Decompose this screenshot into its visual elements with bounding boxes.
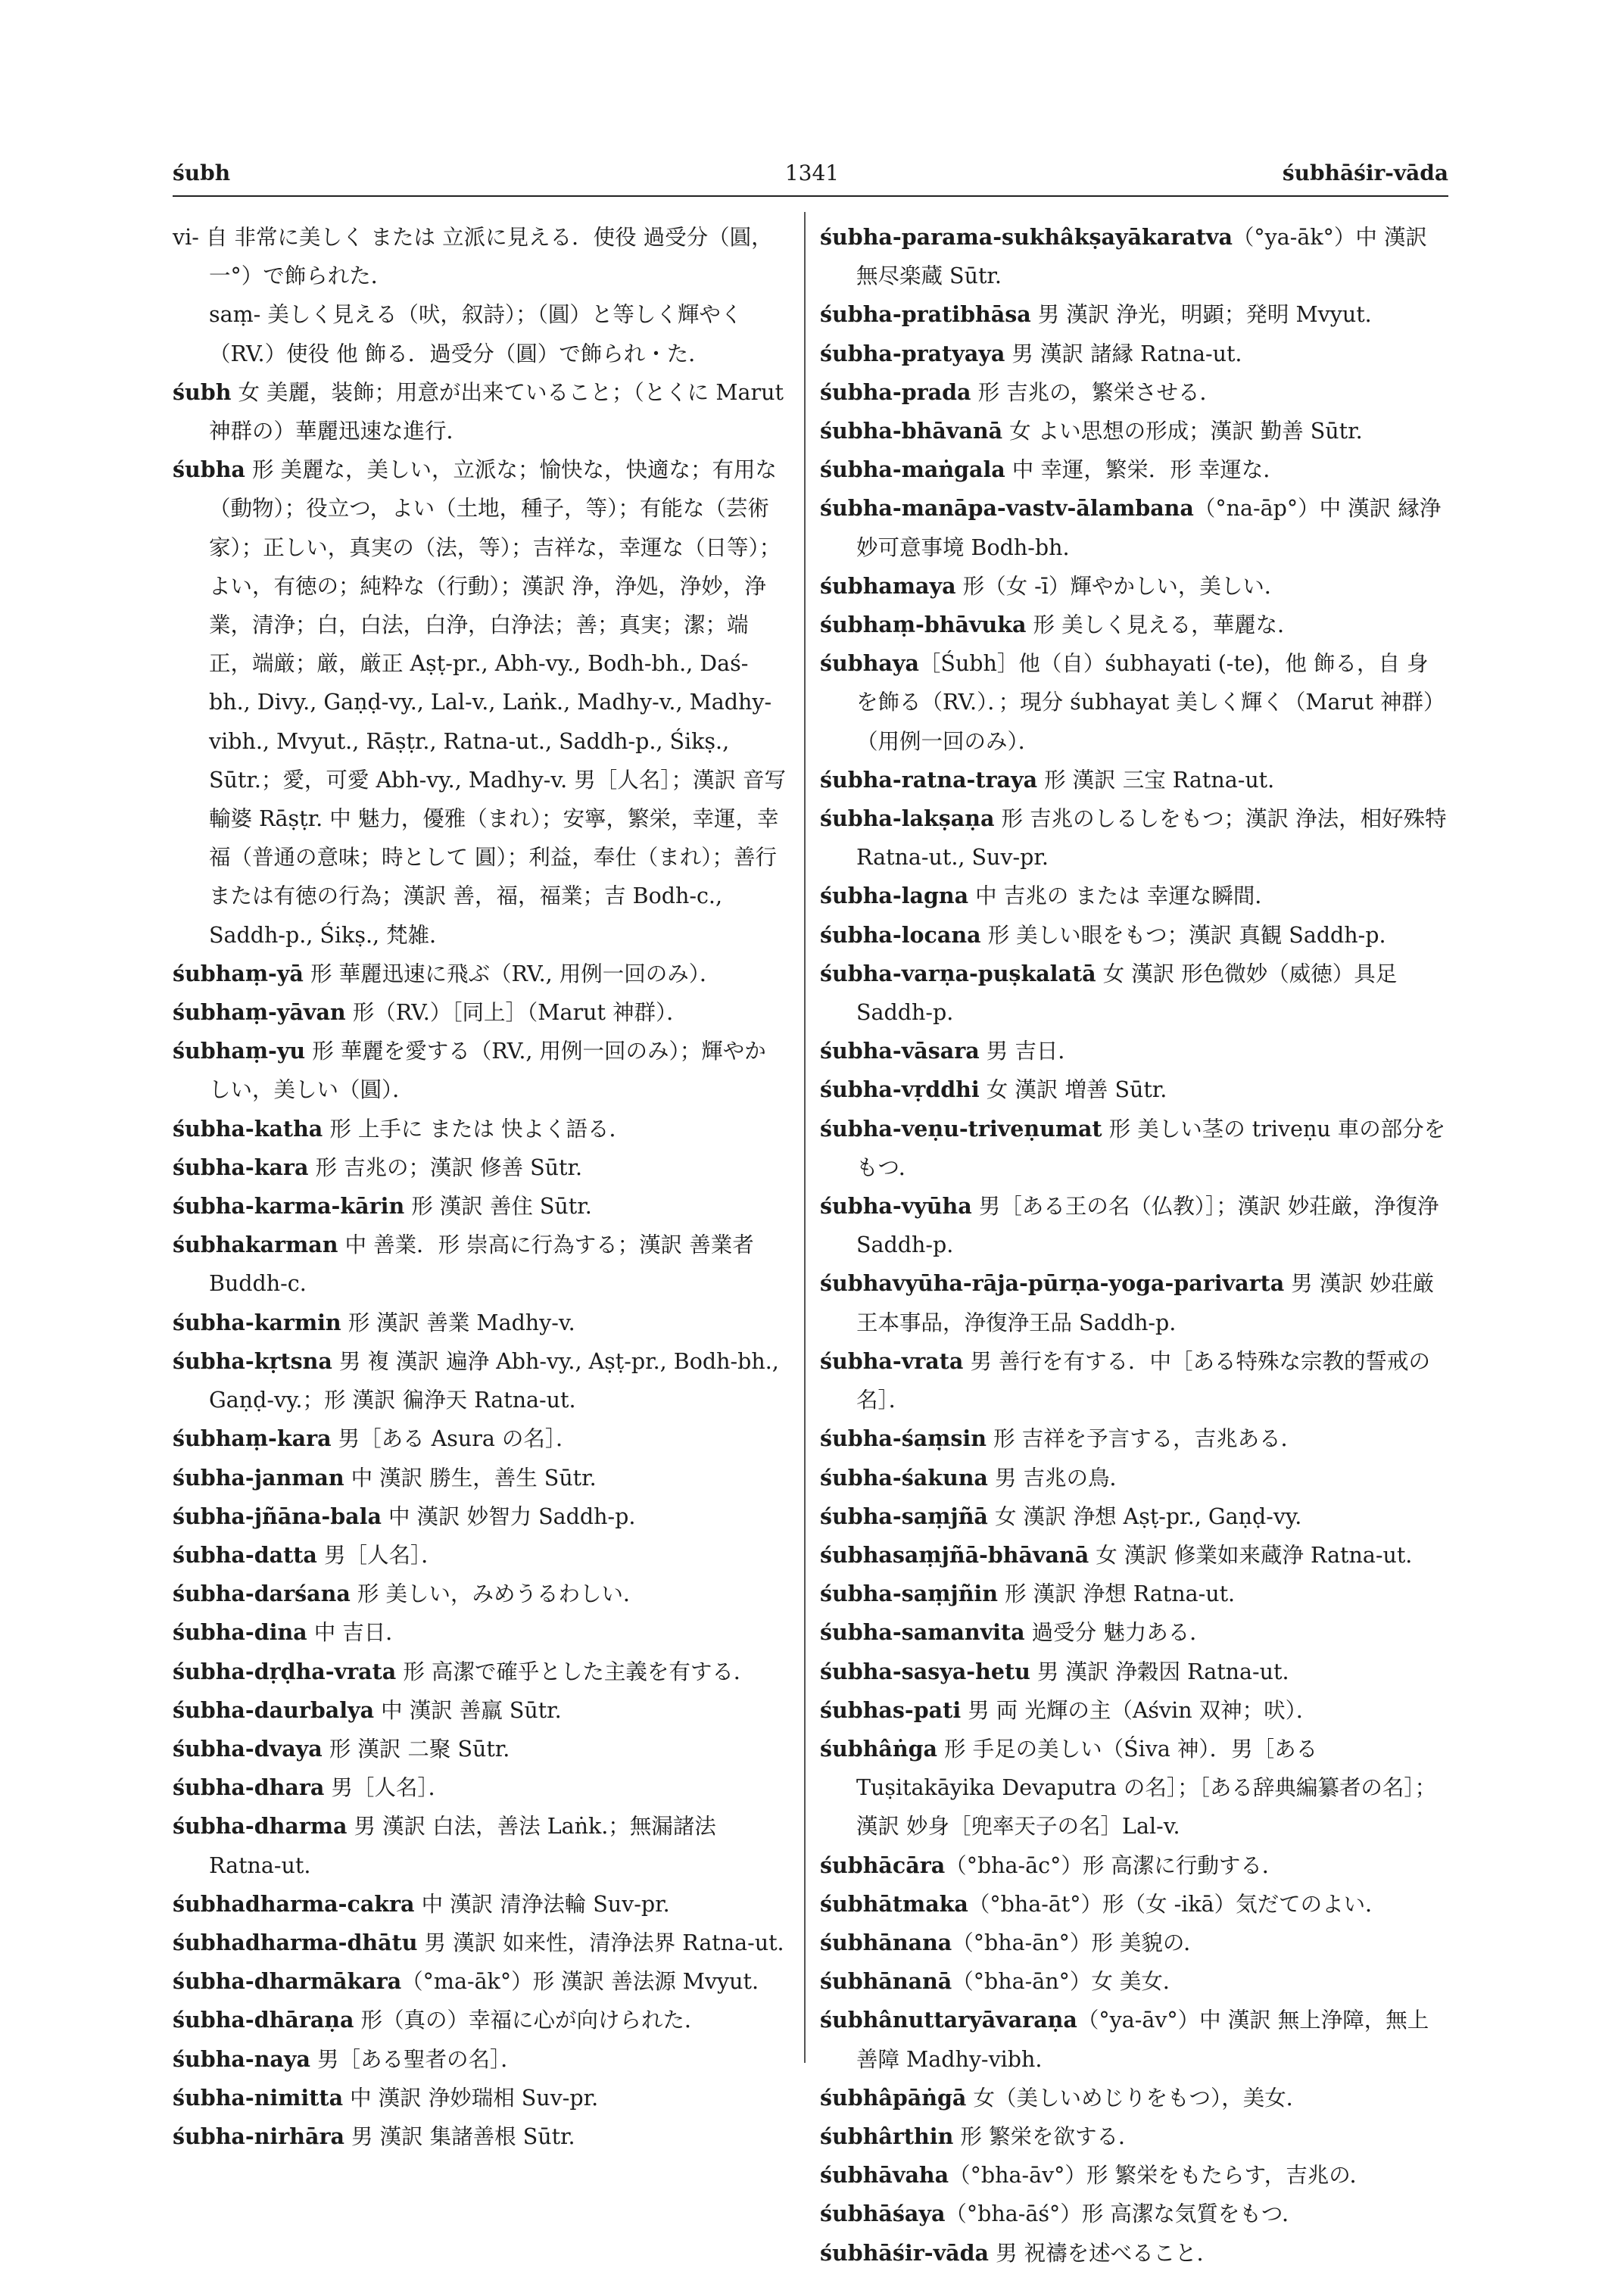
dictionary-entry (173, 2117, 786, 2156)
headword: śubhânuttaryāvaraṇa (820, 2007, 1077, 2033)
dictionary-entry (820, 1497, 1448, 1536)
headword: śubha-dhara (173, 1774, 325, 1801)
headword: śubhas-pati (820, 1696, 962, 1723)
headword: śubha-dvaya (173, 1735, 323, 1762)
headword: śubha-vāsara (820, 1038, 980, 1064)
dictionary-entry (820, 2117, 1448, 2156)
headword: śubhāvaha (820, 2162, 949, 2189)
headword: śubha-manāpa-vastv-ālambana (820, 495, 1194, 522)
dictionary-entry (173, 373, 786, 450)
dictionary-entry (173, 1653, 786, 1691)
dictionary-entry (820, 799, 1448, 877)
dictionary-entry (820, 916, 1448, 955)
dictionary-entry (173, 1304, 786, 1342)
entry-definition: 男［ある聖者の名］． (310, 2046, 522, 2072)
headword: śubhasaṃjñā-bhāvanā (820, 1541, 1089, 1568)
headword: śubha-lagna (820, 883, 969, 909)
dictionary-entry (820, 1032, 1448, 1070)
entry-definition: 中 善業．形 崇高に行為する；漢訳 善業者 Buddh-c. (209, 1232, 754, 1297)
headword: śubh (173, 379, 232, 405)
dictionary-entry (173, 1110, 786, 1148)
headword: śubha-bhāvanā (820, 418, 1003, 444)
headword: śubha-vṛddhi (820, 1076, 980, 1103)
entry-definition: （°na-āp°）中 漢訳 縁浄妙可意事境 Bodh-bh. (856, 496, 1442, 560)
headword: śubha-śaṃsin (820, 1425, 987, 1452)
headword: śubhānanā (820, 1968, 952, 1995)
entry-definition: 男 漢訳 浄穀因 Ratna-ut. (1030, 1659, 1289, 1684)
headword: śubha-nimitta (173, 2084, 344, 2111)
entry-definition: 男 吉兆の鳥． (987, 1465, 1132, 1491)
dictionary-entry (820, 1613, 1448, 1652)
entry-definition: （°bha-āś°）形 高潔な気質をもつ． (945, 2201, 1304, 2227)
headword: śubhātmaka (820, 1890, 968, 1917)
headword: śubhadharma-cakra (173, 1890, 415, 1917)
dictionary-entry (820, 373, 1448, 412)
dictionary-entry (820, 955, 1448, 1032)
entry-definition: vi- 自 非常に美しく または 立派に見える．使役 過受分（圓，一°）で飾られた． (173, 225, 773, 289)
entry-definition: 男 善行を有する．中［ある特殊な宗教的誓戒の名］． (856, 1348, 1431, 1413)
entry-definition: 中 漢訳 清浄法輪 Suv-pr. (414, 1891, 670, 1917)
entry-definition: 男 漢訳 如来性，清浄法界 Ratna-ut. (417, 1930, 784, 1955)
dictionary-entry (820, 1846, 1448, 1885)
entry-definition: （°ya-āv°）中 漢訳 無上浄障，無上善障 Madhy-vibh. (856, 2008, 1429, 2072)
dictionary-entry (820, 2234, 1448, 2273)
dictionary-entry (173, 1885, 786, 1924)
dictionary-entry (173, 2079, 786, 2117)
entry-definition: 形 吉兆の，繁栄させる． (971, 379, 1221, 405)
headword: śubha-dṛḍha-vrata (173, 1658, 397, 1684)
headword: śubha-nirhāra (173, 2123, 344, 2149)
dictionary-entry (173, 1459, 786, 1497)
headword: śubhakarman (173, 1232, 338, 1258)
headword: śubha-ratna-traya (820, 766, 1038, 793)
headword: śubha-saṃjñā (820, 1503, 988, 1529)
entry-definition: 形 美しく見える，華麗な． (1026, 612, 1299, 638)
dictionary-entry (173, 1536, 786, 1575)
dictionary-entry (820, 1187, 1448, 1264)
headword: śubha-karma-kārin (173, 1193, 405, 1220)
dictionary-entry (173, 1768, 786, 1807)
headword: śubha-dina (173, 1619, 307, 1646)
headword: śubhaṃ-yāvan (173, 999, 346, 1026)
headword: śubhamaya (820, 572, 956, 599)
entry-definition: 男 漢訳 白法，善法 Laṅk.；無漏諸法 Ratna-ut. (209, 1814, 716, 1878)
headword: śubhâpāṅgā (820, 2084, 967, 2111)
headword: śubha-vyūha (820, 1193, 972, 1220)
entry-definition: 男 祝禱を述べること． (989, 2240, 1219, 2266)
dictionary-entry (173, 1691, 786, 1730)
entry-definition: 中 漢訳 勝生，善生 Sūtr. (344, 1465, 597, 1491)
dictionary-entry (173, 993, 786, 1032)
dictionary-entry (820, 1691, 1448, 1730)
headword: śubha (173, 456, 245, 483)
entry-definition: 形（RV.）［同上］（Marut 神群）． (345, 1000, 688, 1026)
entry-definition: 女 漢訳 形色微妙（威徳）具足 Saddh-p. (856, 961, 1398, 1026)
entry-definition: 形 吉祥を予言する，吉兆ある． (986, 1426, 1303, 1452)
headword: śubha-datta (173, 1541, 317, 1568)
dictionary-entry (173, 1807, 786, 1884)
dictionary-entry (173, 218, 786, 295)
headword: śubhānana (820, 1929, 952, 1955)
dictionary-entry (820, 1885, 1448, 1924)
dictionary-entry (820, 877, 1448, 915)
headword: śubhavyūha-rāja-pūrṇa-yoga-parivarta (820, 1270, 1285, 1297)
entry-definition: 男 複 漢訳 遍浄 Abh-vy., Aṣṭ-pr., Bodh-bh., Gaṇḍ-vy.；形 漢訳 徧浄天 Ratna-ut. (209, 1348, 779, 1413)
headword: śubha-dharma (173, 1813, 348, 1840)
headword: śubha-varṇa-puṣkalatā (820, 960, 1096, 986)
right-column (820, 218, 1448, 2273)
headword: śubha-kṛtsna (173, 1347, 332, 1374)
dictionary-entry (820, 1264, 1448, 1341)
entry-definition: 形 美しい，みめうるわしい． (350, 1581, 645, 1607)
dictionary-entry (820, 606, 1448, 644)
entry-definition: 男 両 光輝の主（Aśvin 双神；吠）． (961, 1697, 1318, 1723)
entry-definition: 中 幸運，繁栄．形 幸運な． (1005, 457, 1285, 483)
entry-definition: 形 吉兆の；漢訳 修善 Sūtr. (308, 1154, 583, 1180)
headword: śubha-naya (173, 2045, 310, 2072)
entry-definition: 中 吉兆の または 幸運な瞬間． (968, 883, 1276, 909)
headword: śubha-maṅgala (820, 456, 1005, 483)
entry-definition: 形 吉兆のしるしをもつ；漢訳 浄法，相好殊特 Ratna-ut., Suv-pr. (856, 806, 1447, 871)
dictionary-entry (820, 1653, 1448, 1691)
headword: śubhaṃ-bhāvuka (820, 612, 1027, 638)
headword: śubhaṃ-yā (173, 960, 304, 986)
headword: śubhācāra (820, 1852, 946, 1878)
headword: śubha-śakuna (820, 1464, 988, 1491)
dictionary-entry (820, 644, 1448, 761)
dictionary-entry (820, 1459, 1448, 1497)
dictionary-entry (820, 1419, 1448, 1458)
entry-definition: 形（真の）幸福に心が向けられた． (354, 2008, 706, 2033)
dictionary-entry (820, 2079, 1448, 2117)
entry-definition: 形 美しい茎の triveṇu 車の部分をもつ． (856, 1116, 1446, 1180)
entry-definition: 形 手足の美しい（Śiva 神）．男［ある Tuṣitakāyika Devaputra の名］；［ある辞典編纂者の名］；漢訳 妙身［兜率天子の名］Lal-v. (856, 1736, 1437, 1840)
headword: śubha-vrata (820, 1347, 964, 1374)
dictionary-entry (173, 1497, 786, 1536)
headword: śubha-samanvita (820, 1619, 1025, 1646)
entry-definition: 女 漢訳 浄想 Aṣṭ-pr., Gaṇḍ-vy. (987, 1503, 1302, 1529)
column-divider (804, 212, 806, 2063)
dictionary-entry (820, 1110, 1448, 1187)
entry-definition: （°bha-āc°）形 高潔に行動する． (945, 1852, 1284, 1878)
entry-definition: 男［ある王の名（仏教）］；漢訳 妙荘厳，浄復浄 Saddh-p. (856, 1194, 1439, 1258)
headword: śubhadharma-dhātu (173, 1929, 418, 1955)
entry-definition: 形 高潔で確乎とした主義を有する． (396, 1659, 756, 1684)
dictionary-entry (820, 1575, 1448, 1613)
entry-definition: 中 漢訳 浄妙瑞相 Suv-pr. (343, 2085, 599, 2111)
headword: śubha-sasya-hetu (820, 1658, 1030, 1684)
entry-definition: （°bha-āt°）形（女 -ikā）気だてのよい． (968, 1891, 1387, 1917)
entry-definition: （°bha-āv°）形 繁栄をもたらす，吉兆の． (949, 2163, 1372, 2189)
entry-definition: 形 漢訳 二聚 Sūtr. (322, 1736, 510, 1762)
entry-definition: 形（女 -ī）輝やかしい，美しい． (955, 573, 1286, 599)
entry-definition: 形 華麗を愛する（RV., 用例一回のみ）；輝やかしい，美しい（圓）． (209, 1039, 766, 1103)
headword: śubha-kara (173, 1154, 309, 1180)
entry-definition: （°ma-āk°）形 漢訳 善法源 Mvyut. (401, 1969, 759, 1995)
dictionary-entry (173, 955, 786, 993)
dictionary-entry (173, 1575, 786, 1613)
headword: śubha-dhāraṇa (173, 2007, 354, 2033)
headword: śubhâṅga (820, 1735, 937, 1762)
headword: śubha-parama-sukhâkṣayākaratva (820, 224, 1233, 250)
headword: śubha-saṃjñin (820, 1581, 998, 1607)
dictionary-entry (820, 1342, 1448, 1419)
headword: śubhaṃ-kara (173, 1425, 332, 1452)
dictionary-entry (173, 1187, 786, 1226)
entry-definition: 女 よい思想の形成；漢訳 勤善 Sūtr. (1002, 419, 1363, 444)
dictionary-entry (173, 1419, 786, 1458)
dictionary-entry (820, 1730, 1448, 1846)
headword: śubha-darśana (173, 1581, 351, 1607)
entry-definition: 女 漢訳 修業如来蔵浄 Ratna-ut. (1089, 1542, 1413, 1568)
entry-definition: （°bha-ān°）形 美貌の． (952, 1930, 1205, 1955)
headword: śubha-veṇu-triveṇumat (820, 1115, 1102, 1142)
dictionary-entry (820, 2001, 1448, 2078)
entry-definition: 男［人名］． (324, 1775, 450, 1801)
dictionary-entry (820, 412, 1448, 450)
dictionary-entry (820, 218, 1448, 295)
dictionary-entry (820, 450, 1448, 489)
running-head-right: śubhāśir-vāda (1282, 160, 1448, 185)
dictionary-entry (173, 1613, 786, 1652)
header-rule (173, 195, 1448, 197)
entry-definition: 形 繁栄を欲する． (953, 2123, 1140, 2149)
entry-definition: ［Śubh］他（自）śubhayati (-te)，他 飾る，自 身を飾る（RV.）．；現分 śubhayat 美しく輝く（Marut 神群）（用例一回のみ）． (856, 651, 1445, 754)
headword: śubha-prada (820, 379, 971, 405)
headword: śubha-pratibhāsa (820, 301, 1031, 328)
dictionary-entry (173, 1730, 786, 1768)
headword: śubha-katha (173, 1115, 323, 1142)
dictionary-entry (173, 1032, 786, 1109)
entry-definition: 男 漢訳 諸縁 Ratna-ut. (1005, 341, 1242, 366)
entry-definition: saṃ- 美しく見える（吠，叙詩）；（圓）と等しく輝やく（RV.）使役 他 飾る．過受分（圓）で飾られ・た． (209, 302, 743, 366)
entry-definition: 中 吉日． (307, 1620, 407, 1646)
dictionary-entry (173, 2040, 786, 2079)
entry-definition: 形 華麗迅速に飛ぶ（RV., 用例一回のみ）． (303, 961, 722, 986)
dictionary-entry (173, 450, 786, 955)
entry-definition: 男［人名］． (316, 1542, 443, 1568)
headword: śubha-jñāna-bala (173, 1503, 382, 1529)
page-number: 1341 (784, 160, 840, 185)
headword: śubha-locana (820, 921, 981, 948)
dictionary-entry (820, 2156, 1448, 2195)
entry-definition: 形 漢訳 浄想 Ratna-ut. (997, 1581, 1236, 1607)
running-head-left: śubh (173, 160, 231, 185)
dictionary-entry (820, 761, 1448, 799)
dictionary-entry (820, 1962, 1448, 2001)
entry-definition: （°bha-ān°）女 美女． (952, 1969, 1185, 1995)
entry-definition: 形 漢訳 善業 Madhy-v. (341, 1310, 575, 1335)
dictionary-entry (820, 335, 1448, 373)
entry-definition: 形 美麗な，美しい，立派な；愉快な，快適な；有用な（動物）；役立つ，よい（土地，種子，等）；有能な（芸術家）；正しい，真実の（法，等）；吉祥な，幸運な（日等）；よい，有徳の；純粋な（行動）；漢訳 浄，浄処，浄妙，浄業，清浄；白，白法，白浄，白浄法；善；真実；潔；端正，端厳；厳，厳正 Aṣṭ-pr., Abh-vy., Bodh-bh., Daś-bh., Divy., Gaṇḍ-vy., Lal-v., Laṅk., Madhy-v., Madhy-vibh., Mvyut., Rāṣṭr., Ratna-ut., Saddh-p., Śikṣ., Sūtr.；愛，可愛 Abh-vy., Madhy-v. 男［人名］；漢訳 音写 輸婆 Rāṣṭr. 中 魅力，優雅（まれ）；安寧，繁栄，幸運，幸福（普通の意味；時として 圓）；利益，奉仕（まれ）；善行または有徳の行為；漢訳 善，福，福業；吉 Bodh-c., Saddh-p., Śikṣ., 梵雑． (209, 457, 787, 948)
entry-definition: 形 上手に または 快よく語る． (323, 1116, 631, 1142)
dictionary-entry (820, 1924, 1448, 1962)
entry-definition: 女 美麗，装飾；用意が出来ていること；（とくに Marut 神群の）華麗迅速な進行． (209, 379, 784, 444)
dictionary-entry (173, 1226, 786, 1303)
dictionary-entry (173, 1342, 786, 1419)
dictionary-entry (173, 2001, 786, 2039)
dictionary-entry (173, 1962, 786, 2001)
headword: śubhaṃ-yu (173, 1038, 306, 1064)
headword: śubhârthin (820, 2123, 954, 2149)
entry-definition: 女 漢訳 増善 Sūtr. (979, 1077, 1167, 1103)
entry-definition: 中 漢訳 妙智力 Saddh-p. (381, 1503, 636, 1529)
dictionary-entry (820, 295, 1448, 334)
headword: śubhāśaya (820, 2201, 946, 2227)
headword: śubha-pratyaya (820, 340, 1005, 366)
headword: śubhāśir-vāda (820, 2239, 990, 2266)
entry-definition: 男 吉日． (979, 1039, 1080, 1064)
dictionary-entry (820, 2195, 1448, 2233)
dictionary-entry (173, 295, 786, 372)
entry-definition: 形 美しい眼をもつ；漢訳 真観 Saddh-p. (980, 922, 1386, 948)
headword: śubha-lakṣaṇa (820, 805, 995, 832)
headword: śubha-janman (173, 1464, 344, 1491)
entry-definition: 男 漢訳 浄光，明顕；発明 Mvyut. (1030, 302, 1372, 328)
headword: śubha-karmin (173, 1309, 341, 1335)
left-column (173, 218, 786, 2156)
entry-definition: 女（美しいめじりをもつ），美女． (966, 2085, 1308, 2111)
entry-definition: 形 漢訳 善住 Sūtr. (404, 1194, 592, 1220)
headword: śubha-daurbalya (173, 1696, 375, 1723)
entry-definition: 中 漢訳 善羸 Sūtr. (374, 1697, 562, 1723)
dictionary-entry (820, 1536, 1448, 1575)
entry-definition: 男 漢訳 集諸善根 Sūtr. (344, 2123, 575, 2149)
headword: śubha-dharmākara (173, 1968, 402, 1995)
dictionary-entry (820, 489, 1448, 566)
entry-definition: 男 漢訳 妙荘厳王本事品，浄復浄王品 Saddh-p. (856, 1271, 1435, 1335)
entry-definition: 男［ある Asura の名］． (331, 1426, 578, 1452)
dictionary-entry (173, 1148, 786, 1187)
entry-definition: （°ya-āk°）中 漢訳 無尽楽蔵 Sūtr. (856, 225, 1427, 289)
entry-definition: 形 漢訳 三宝 Ratna-ut. (1037, 767, 1275, 793)
entry-definition: 過受分 魅力ある． (1024, 1620, 1211, 1646)
dictionary-entry (820, 1070, 1448, 1109)
dictionary-entry (173, 1924, 786, 1962)
dictionary-entry (820, 567, 1448, 606)
headword: śubhaya (820, 650, 919, 677)
